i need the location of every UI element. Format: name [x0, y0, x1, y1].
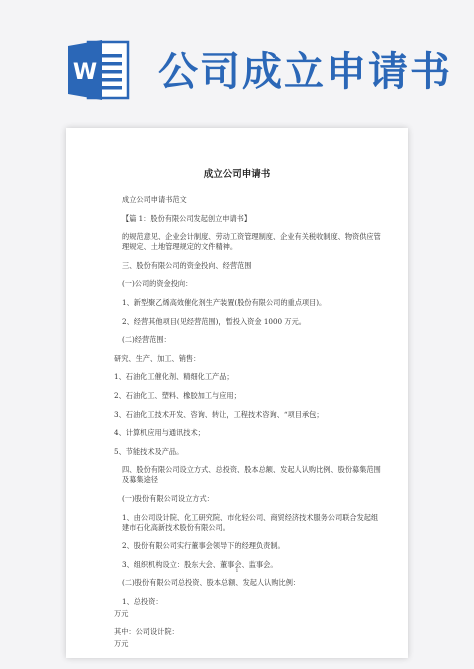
- paragraph: (一)公司的资金投向：: [122, 279, 193, 289]
- paragraph: 1、新型聚乙烯高效催化剂生产装置(股份有限公司的重点项目)。: [122, 297, 327, 307]
- banner-title: 公司成立申请书: [158, 49, 452, 95]
- document-body: [114, 195, 382, 658]
- paragraph: 3、石油化工技术开发、咨询、转让，工程技术咨询、“项目承包；: [114, 409, 324, 419]
- paragraph: (一)股份有限公司设立方式：: [122, 493, 214, 503]
- paragraph: (二)股份有限公司总投资、股本总额、发起人认购比例：: [122, 578, 301, 588]
- paragraph: 四、股份有限公司设立方式、总投资、股本总额、发起人认购比例、股份募集范围及募集途径: [122, 465, 381, 485]
- paragraph: 2、经营其他项目(见经营范围)，暂投入资金 1000 万元。: [122, 316, 306, 326]
- paragraph: 的规范意见、企业会计制度、劳动工资管理制度、企业有关税收制度、物资供应管理规定、土地管理规定的文件精神。: [122, 232, 381, 252]
- paragraph: 1、石油化工催化剂、精细化工产品；: [114, 372, 234, 382]
- paragraph: 1、总投资：: [122, 596, 163, 606]
- paragraph: (二)经营范围：: [122, 335, 171, 345]
- page-number: 1: [235, 568, 239, 574]
- paragraph: 成立公司申请书范文: [122, 195, 187, 204]
- banner: [0, 0, 474, 120]
- svg-text:W: W: [72, 60, 98, 85]
- paragraph: 1、由公司设计院、化工研究院、市化轻公司、商贸经济技术服务公司联合发起组建市石化高新技术股份有限公司。: [122, 512, 379, 532]
- paragraph: 【篇 1：股份有限公司发起创立申请书】: [122, 213, 252, 223]
- paragraph: 4、计算机应用与通讯技术；: [114, 428, 205, 438]
- paragraph: 三、股份有限公司的资金投向、经营范围: [122, 260, 252, 270]
- paragraph: 2、股份有限公司实行董事会领导下的经理负责制。: [122, 541, 285, 551]
- paragraph: 其中：公司设计院：: [114, 627, 179, 637]
- document-page: [66, 128, 408, 658]
- document-title: 成立公司申请书: [203, 169, 271, 180]
- paragraph: 5、节能技术及产品。: [114, 446, 184, 456]
- paragraph: 万元: [114, 639, 129, 649]
- paragraph: 万元: [114, 608, 129, 618]
- paragraph: 3、组织机构设立：股东大会、董事会、监事会。: [122, 559, 278, 569]
- paragraph: 2、石油化工、塑料、橡胶加工与应用；: [114, 390, 241, 400]
- paragraph: 研究、生产、加工、销售：: [114, 353, 201, 363]
- word-document-icon: [68, 38, 130, 102]
